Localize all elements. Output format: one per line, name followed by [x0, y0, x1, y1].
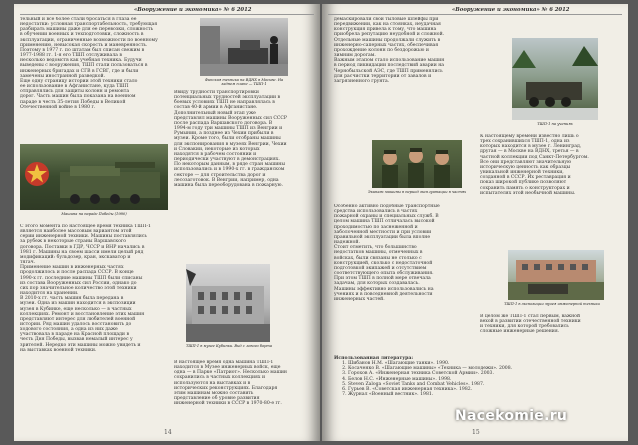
- vdnh-photo: [200, 18, 288, 76]
- photo-caption: ТШП-1 в экспозиции музея инженерной техники: [504, 302, 600, 306]
- photo-caption: ТШП-1 в музее Кубинки. Вид с левого борта: [186, 344, 272, 348]
- red-star-emblem: [20, 144, 168, 210]
- magazine-spread: [14, 4, 628, 441]
- exercise-photo: [512, 38, 598, 120]
- parade-photo: [20, 144, 168, 210]
- literature-item: 6. Гурьев В. «Советская инженерная техника». 1982.: [348, 387, 574, 392]
- crew-photo: [372, 140, 462, 188]
- literature-item: 4. Белов Н.С. «Инженерные машины». 1998.: [348, 377, 574, 382]
- header-rule: [328, 14, 622, 15]
- photo-caption: Финская техника на ВДНХ в Москве. На заднем плане — ТШП-1: [204, 78, 284, 87]
- museum-photo: [186, 264, 270, 342]
- literature-list: [334, 356, 574, 397]
- watermark: Nacekomie.ru: [455, 408, 568, 424]
- literature-item: 7. Журнал «Военный вестник». 1981.: [348, 392, 574, 397]
- exhibit-photo: [508, 250, 604, 300]
- text-column: Ввиду трудности транспортировки потенциальных трудностей эксплуатации в боевых условиях ТШП не направлялась в состав 40-й армии в Афганистане. Дополнительный новый этап уже представлял машины Вооруженных сил СССР после распада Варшавского договора. В 1994-м году три машины ТШП из Венгрии и Румынии, а позднее из Чехии прибыли в музеи. Кроме того, были отобраны машины для экспонирования в музеях Венгрии, Чехии и Словакии, некоторые из которых находятся в рабочем состоянии и периодически участвуют в демонстрациях. По некоторым данным, в ряде стран машины использовались и в 1990-х гг. в гражданском секторе — для строительства дорог и лесозаготовок. В Венгрии, например, одна машина была переоборудована в пожарную.: [174, 90, 287, 188]
- literature-item: 1. Шибанов Н.М. «Шагающие танки». 1990.: [348, 361, 574, 366]
- photo-caption: Машина на параде Победы (1980): [61, 212, 127, 216]
- left-page: [14, 4, 320, 441]
- page-header: «Вооружение и экономика» № 6 2012: [134, 7, 252, 13]
- text-column: демаскировали свои тыловые шлейфы при передвижении, как на стоянках, неудачная конструкция привела к тому, что машина приобрела репутацию неудобной и сложной. Отдельные машины продолжали служить в инженерно-саперных частях, обеспечивая прохождение колонн по бездорожью и зимним дорогам. Важным этапом стало использование машин в период ликвидации последствий аварии на Чернобыльской АЭС, где ТШП применялись для расчистки территории от завалов и загрязненного грунта.: [334, 17, 445, 84]
- text-column: С этого момента по настоящее время техника ТШП-1 является наиболее массовым вариантом этой серии инженерной техники. Машины поставлялись за рубеж в некоторые страны Варшавского договора. Поставки в ГДР, ЧССР и ВНР начались в 1981 г. Машины на своем шасси имели целый ряд модификаций: бульдозер, кран, экскаватор и тягач. Применение машин в инженерных частях продолжилось и после распада СССР. В конце 1990-х гг. последние машины ТШП были списаны из состава Вооруженных сил России, однако до сих пор значительное количество этой техники находится на хранении. В 2010-х гг. часть машин была передана в музеи. Одна из машин находится в экспозиции музея в Кубинке, еще несколько — в частных коллекциях. Ремонт и восстановление этих машин представляют интерес для любителей военной истории. Ряд машин удалось восстановить до ходового состояния, а одна из них даже участвовала в параде на Красной площади в честь Дня Победы, вызвав немалый интерес у зрителей. Нередко эти машины можно увидеть и на выставках военной техники.: [20, 224, 151, 353]
- literature-item: 5. Steven Zaloga «Soviet Tanks and Combat Vehicles». 1987.: [348, 382, 574, 387]
- header-rule: [20, 14, 314, 15]
- page-number: 15: [472, 429, 480, 436]
- text-column: В целом же ТШП-1 стал первым, важной вехой в развитии отечественной техники и техники, для которой требовались сложные инженерные решения.: [480, 314, 581, 335]
- literature-item: 3. Горохов А. «Инженерная техника Советской Армии». 2003.: [348, 371, 574, 376]
- literature-item: 2. Косаченко В. «Шагающие машины» «Техника — молодежи». 2008.: [348, 366, 574, 371]
- right-page: [322, 4, 628, 441]
- page-number: 14: [164, 429, 172, 436]
- literature-title: Использованная литература:: [334, 356, 414, 361]
- text-column: Особенно активно подобные транспортные средства использовались в частях пожарной охраны и специальных служб. В целом машина ТШП отличалась высокой проходимостью по заснеженной и заболоченной местности и при условии правильной эксплуатации была вполне надежной. Стоит отметить, что большинство недостатков машины, отмеченных в войсках, были связаны не столько с конструкцией, сколько с недостаточной подготовкой экипажей и отсутствием соответствующего опыта обслуживания. При этом ТШП в полной мере отвечала задачам, для которых создавалась. Машины эффективно использовались на учениях и в повседневной деятельности инженерных частей.: [334, 204, 440, 302]
- text-column: К настоящему времени известно лишь о трех сохранившихся ТШП-1, одна из которых находится в музее г. Ленинград, другая — в Москве на ВДНХ, третья — в частной коллекции под Санкт-Петербургом. Все они представляют значительную историческую ценность как образцы уникальной инженерной техники, созданной в СССР. Их реставрация и показ широкой публике позволяют сохранить память о конструкторах и испытателях этой необычной машины.: [480, 134, 589, 196]
- text-column: В настоящее время одна машина ТШП-1 находится в Музее инженерных войск, еще одна — в Парке «Патриот». Несколько машин сохранились в частных коллекциях и используются на выставках и в исторических реконструкциях. Благодаря этим машинам можно составить представление об уровне развития инженерной техники в СССР в 1970-80-е гг.: [174, 360, 287, 407]
- photo-caption: ТШП-1 на учениях: [537, 122, 573, 126]
- page-header: «Вооружение и экономика» № 6 2012: [452, 7, 570, 13]
- text-column: тельный и все более стали бросаться в глаза ее недостатки: условная транспортабельность, требующая разбирать машины даже для ее перевозки, сложность в обучении военных и техподготовки, сложность в эксплуатации, ограниченные возможности по военному применению, невысокая скорость и маневренность. Поэтому в 1977 г. по штатам был списан свежим в 1977-1988 гг. 1-я его ТШП отслуживала в несколько ведомств как учебная техника. Будучи выведены с вооружения, ТШП стали пользоваться в инженерных бригадах и СГВ в ГСВГ, где и были замечены иностранной разведкой. Еще одну страницу истории этой техники стало ее использование в Афганистане, куда ТШП отправлялись для защиты колонн и ремонта дорог. Часть машин была показана на военном параде в честь 35-летия Победы в Великой Отечественной войне в 1980 г.: [20, 17, 158, 110]
- photo-caption: Экипаж машины в период эксплуатации в частях: [367, 190, 467, 194]
